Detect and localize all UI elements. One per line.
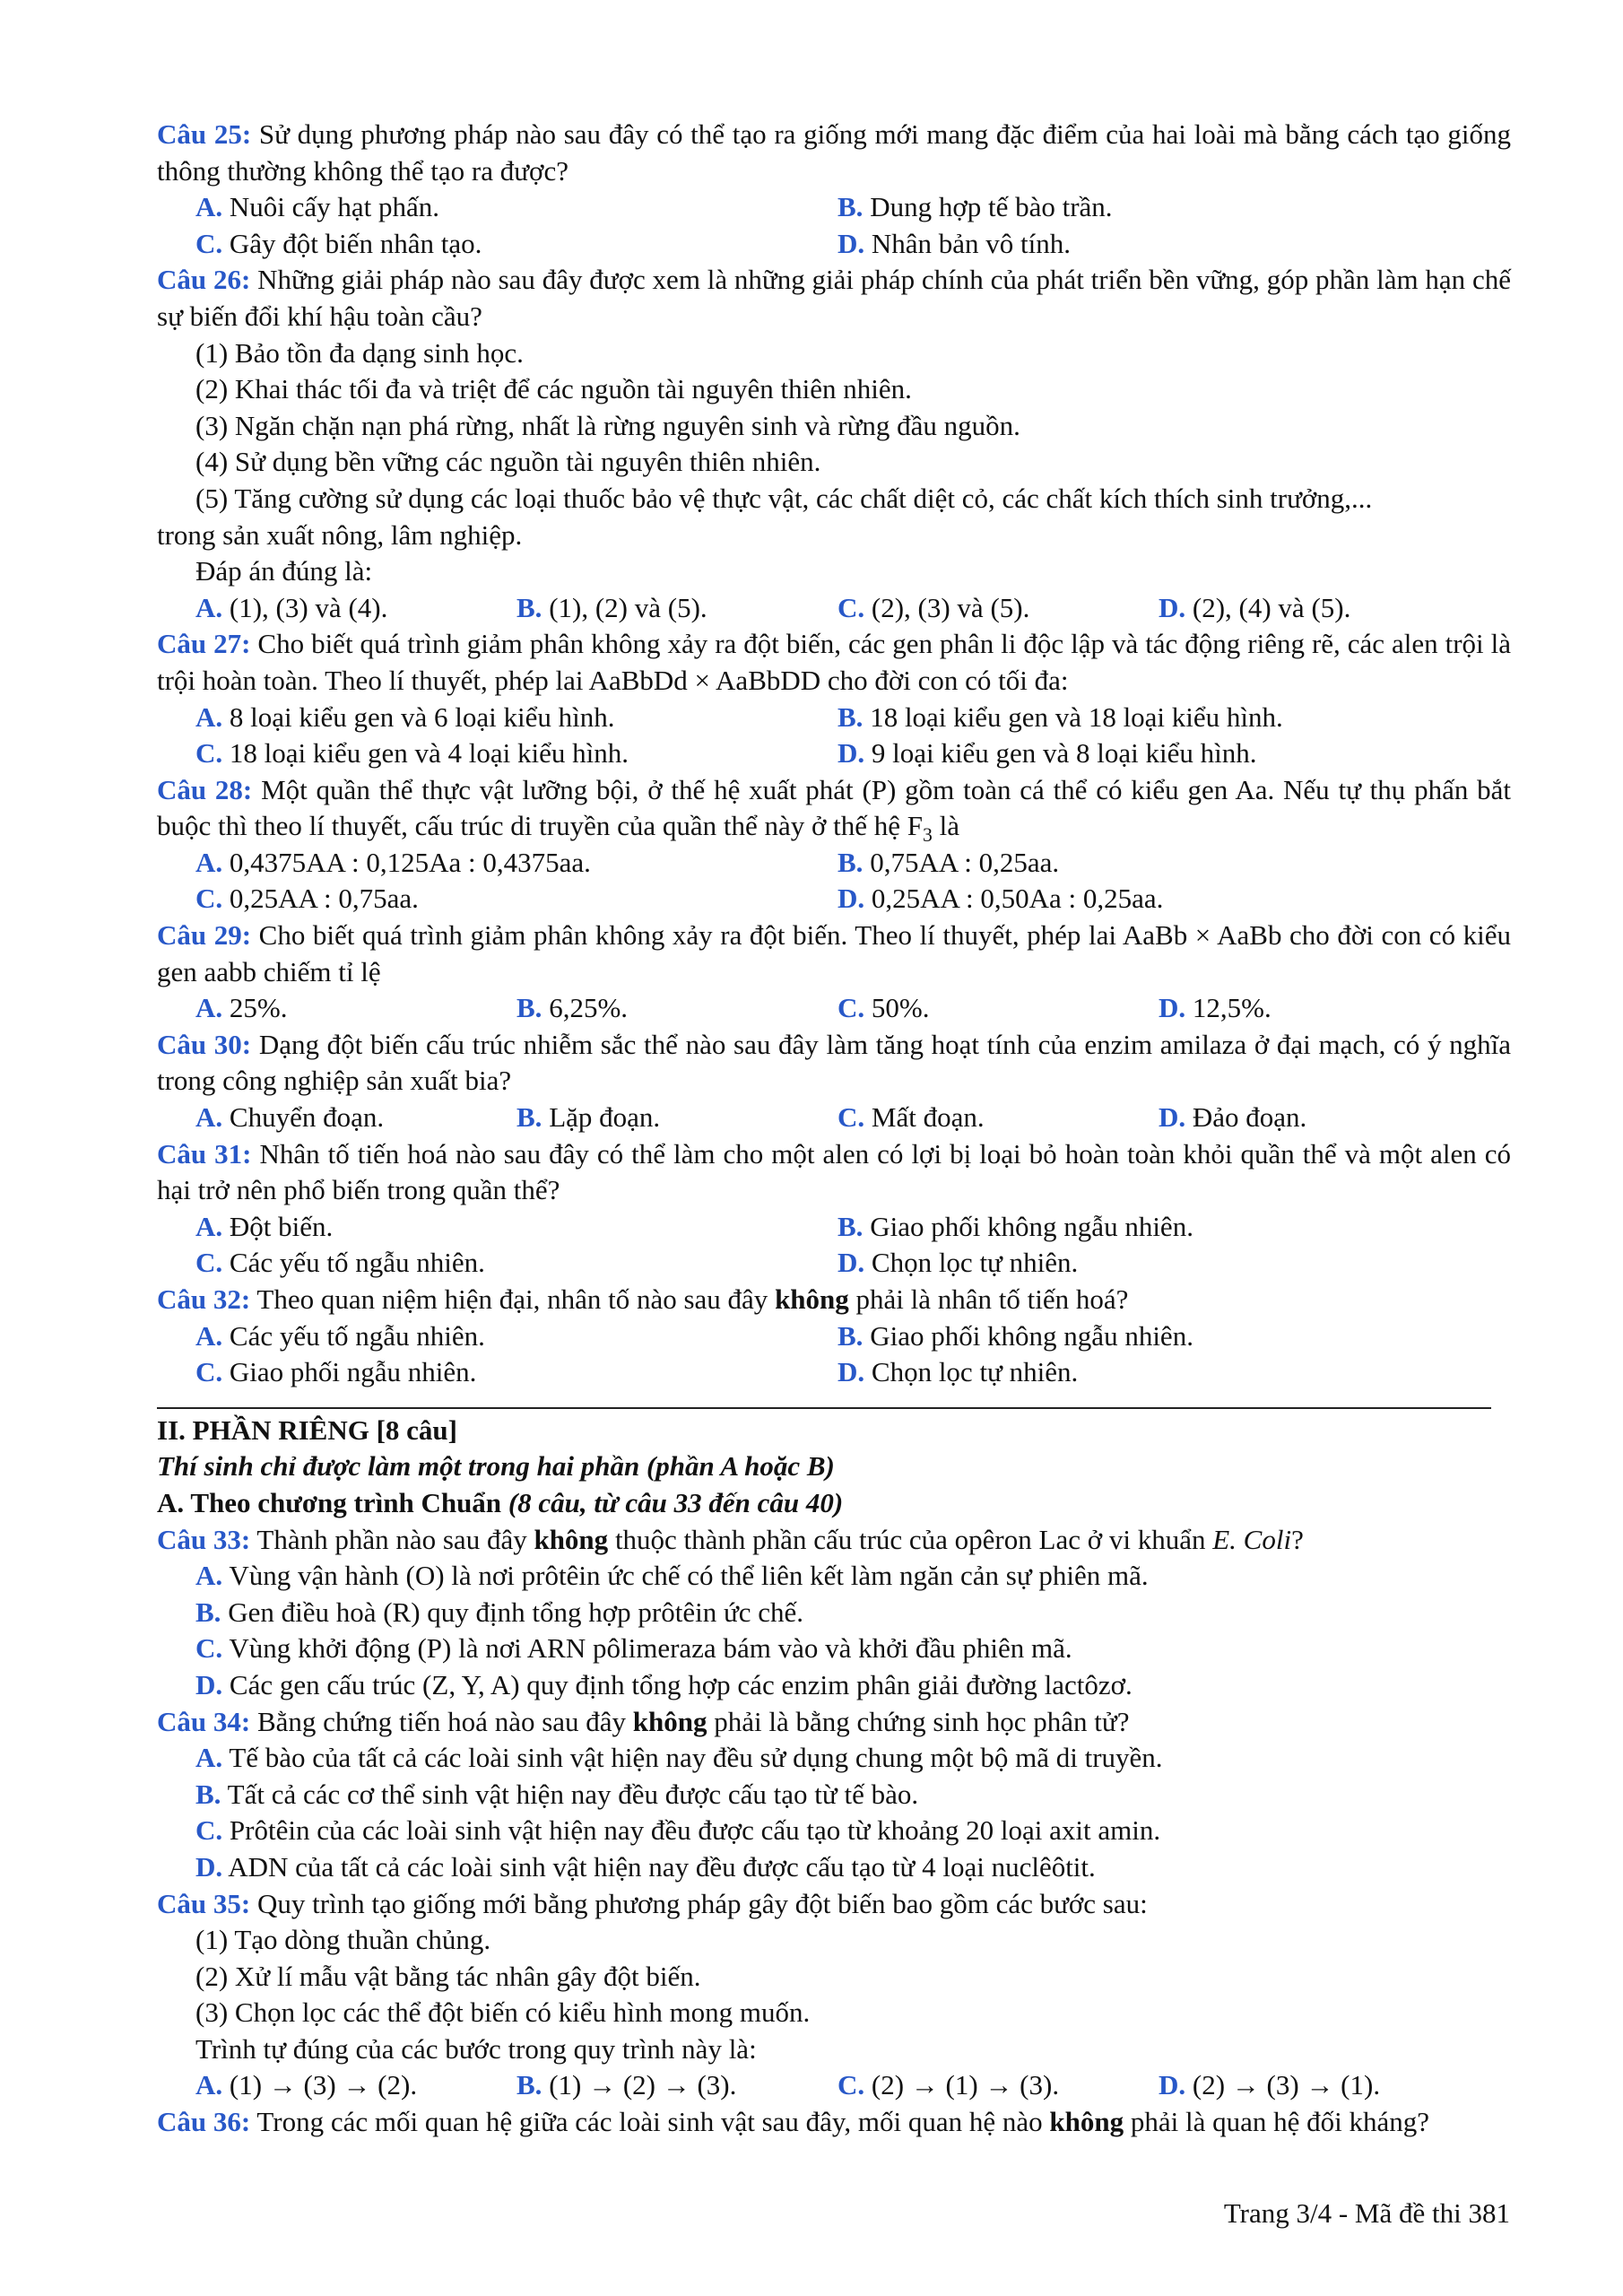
option-b xyxy=(838,1209,1480,1246)
question-text-end: là xyxy=(932,810,959,842)
question-text-end: ? xyxy=(1291,1523,1304,1555)
option-b xyxy=(157,1777,1511,1813)
option-a xyxy=(195,590,516,627)
option-label: C. xyxy=(838,591,865,623)
option-a xyxy=(157,1558,1511,1595)
option-label: C. xyxy=(838,2069,865,2101)
options-32 xyxy=(157,1318,1511,1391)
option-label: C. xyxy=(838,1101,865,1134)
option-label: D. xyxy=(838,1356,865,1388)
option-b xyxy=(838,1318,1480,1355)
option-label: D. xyxy=(1159,591,1186,623)
question-label: Câu 27: xyxy=(157,628,251,660)
options-35 xyxy=(157,2067,1511,2104)
question-34 xyxy=(157,1704,1511,1741)
page-footer: Trang 3/4 - Mã đề thi 381 xyxy=(1223,2197,1510,2229)
question-28 xyxy=(157,772,1511,845)
option-c xyxy=(195,1354,838,1391)
step-1: (1) Tạo dòng thuần chủng. xyxy=(195,1924,491,1956)
option-b xyxy=(516,990,838,1027)
option-text: 0,4375AA : 0,125Aa : 0,4375aa. xyxy=(229,846,591,878)
option-label: D. xyxy=(1159,992,1186,1024)
option-text: 12,5%. xyxy=(1192,992,1271,1024)
option-d xyxy=(1159,2067,1480,2104)
option-text: Chuyển đoạn. xyxy=(229,1101,385,1134)
option-text: Giao phối ngẫu nhiên. xyxy=(229,1356,477,1388)
answer-prompt: Đáp án đúng là: xyxy=(195,555,373,587)
option-label: D. xyxy=(1159,2069,1186,2101)
option-c xyxy=(157,1813,1511,1849)
option-label: A. xyxy=(195,1560,223,1592)
question-label: Câu 29: xyxy=(157,919,252,952)
option-label: D. xyxy=(838,883,865,915)
option-a xyxy=(195,700,838,736)
option-label: C. xyxy=(195,1247,223,1279)
question-text-mid: thuộc thành phần cấu trúc của opêron Lac ở vi khuẩn xyxy=(614,1523,1206,1555)
option-label: B. xyxy=(838,700,864,733)
options-30 xyxy=(157,1100,1511,1136)
option-text: (1), (2) và (5). xyxy=(549,591,707,623)
option-text: 0,25AA : 0,75aa. xyxy=(229,883,419,915)
emphasis-not: không xyxy=(534,1523,609,1555)
step-2: (2) Xử lí mẫu vật bằng tác nhân gây đột biến. xyxy=(195,1960,701,1992)
question-label: Câu 25: xyxy=(157,118,252,150)
option-c xyxy=(838,590,1159,627)
exam-content xyxy=(157,117,1511,2141)
option-d xyxy=(838,226,1480,263)
option-d xyxy=(838,1354,1480,1391)
option-label: A. xyxy=(195,992,223,1024)
option-b xyxy=(838,845,1480,882)
statement-1: (1) Bảo tồn đa dạng sinh học. xyxy=(195,336,524,369)
option-a xyxy=(195,1318,838,1355)
statement-5: (5) Tăng cường sử dụng các loại thuốc bảo vệ thực vật, các chất diệt cỏ, các chất kích thích sinh trưởng,... xyxy=(195,482,1373,514)
option-label: C. xyxy=(838,992,865,1024)
question-label: Câu 32: xyxy=(157,1283,251,1315)
option-b xyxy=(157,1595,1511,1631)
options-26 xyxy=(157,590,1511,627)
option-text: Chọn lọc tự nhiên. xyxy=(871,1247,1079,1279)
option-text: 9 loại kiểu gen và 8 loại kiểu hình. xyxy=(871,737,1257,770)
option-text: Nuôi cấy hạt phấn. xyxy=(229,191,440,223)
subscript: 3 xyxy=(923,824,933,847)
subsection-heading xyxy=(157,1485,1511,1522)
question-label: Câu 26: xyxy=(157,264,251,296)
option-c xyxy=(838,990,1159,1027)
option-a xyxy=(195,845,838,882)
option-text: Đột biến. xyxy=(229,1210,334,1242)
option-text: 18 loại kiểu gen và 18 loại kiểu hình. xyxy=(870,700,1283,733)
option-text: (1), (3) và (4). xyxy=(229,591,388,623)
question-label: Câu 30: xyxy=(157,1028,252,1060)
option-text: Lặp đoạn. xyxy=(549,1101,661,1134)
question-label: Câu 35: xyxy=(157,1887,251,1919)
question-text: Dạng đột biến cấu trúc nhiễm sắc thể nào sau đây làm tăng hoạt tính của enzim amilaza ở đại mạch, có ý nghĩa trong công nghiệp sản xuất bia? xyxy=(157,1028,1512,1097)
option-d xyxy=(157,1849,1511,1886)
question-text: Những giải pháp nào sau đây được xem là những giải pháp chính của phát triển bền vững, góp phần làm hạn chế sự biến đổi khí hậu toàn cầu? xyxy=(157,264,1512,332)
option-text: (2) → (3) → (1). xyxy=(1192,2069,1381,2101)
option-label: D. xyxy=(838,737,865,770)
option-text: Vùng vận hành (O) là nơi prôtêin ức chế có thể liên kết làm ngăn cản sự phiên mã. xyxy=(229,1560,1149,1592)
question-text: Theo quan niệm hiện đại, nhân tố nào sau đây xyxy=(256,1283,768,1315)
option-text: 25%. xyxy=(229,992,288,1024)
question-text: Cho biết quá trình giảm phân không xảy ra đột biến. Theo lí thuyết, phép lai AaBb × AaBb cho đời con có kiểu gen aabb chiếm tỉ lệ xyxy=(157,919,1512,987)
emphasis-not: không xyxy=(632,1705,707,1737)
option-label: A. xyxy=(195,191,223,223)
option-label: A. xyxy=(195,700,223,733)
option-a xyxy=(195,990,516,1027)
option-text: Mất đoạn. xyxy=(871,1101,985,1134)
option-text: Nhân bản vô tính. xyxy=(871,227,1072,259)
option-label: B. xyxy=(838,1319,864,1352)
option-d xyxy=(157,1667,1511,1704)
option-d xyxy=(1159,590,1480,627)
option-a xyxy=(195,2067,516,2104)
step-3: (3) Chọn lọc các thể đột biến có kiểu hình mong muốn. xyxy=(195,1996,811,2029)
option-text: Giao phối không ngẫu nhiên. xyxy=(870,1210,1193,1242)
question-label: Câu 31: xyxy=(157,1137,252,1170)
option-label: A. xyxy=(195,1319,223,1352)
option-c xyxy=(195,1245,838,1282)
section-instruction: Thí sinh chỉ được làm một trong hai phần (phần A hoặc B) xyxy=(157,1450,835,1483)
option-c xyxy=(838,2067,1159,2104)
option-label: B. xyxy=(516,591,542,623)
emphasis-not: không xyxy=(775,1283,849,1315)
option-text: (2), (4) và (5). xyxy=(1192,591,1351,623)
option-text: 0,25AA : 0,50Aa : 0,25aa. xyxy=(871,883,1164,915)
option-c xyxy=(838,1100,1159,1136)
option-a xyxy=(157,1740,1511,1777)
question-30 xyxy=(157,1027,1511,1100)
option-text: Đảo đoạn. xyxy=(1192,1101,1307,1134)
option-d xyxy=(838,1245,1480,1282)
options-29 xyxy=(157,990,1511,1027)
option-c xyxy=(195,735,838,772)
option-b xyxy=(838,189,1480,226)
option-label: D. xyxy=(838,227,865,259)
option-text: Prôtêin của các loài sinh vật hiện nay đều được cấu tạo từ khoảng 20 loại axit amin. xyxy=(229,1814,1161,1847)
option-a xyxy=(195,1100,516,1136)
order-prompt: Trình tự đúng của các bước trong quy trình này là: xyxy=(195,2032,757,2065)
option-label: A. xyxy=(195,1742,223,1774)
option-label: A. xyxy=(195,1210,223,1242)
option-text: (1) → (2) → (3). xyxy=(549,2069,737,2101)
option-text: Tất cả các cơ thể sinh vật hiện nay đều được cấu tạo từ tế bào. xyxy=(227,1778,919,1810)
option-text: (2), (3) và (5). xyxy=(871,591,1030,623)
option-b xyxy=(516,590,838,627)
option-d xyxy=(1159,1100,1480,1136)
option-text: (1) → (3) → (2). xyxy=(229,2069,418,2101)
option-text: ADN của tất cả các loài sinh vật hiện nay đều được cấu tạo từ 4 loại nuclêôtit. xyxy=(228,1850,1096,1883)
option-d xyxy=(838,735,1480,772)
option-label: A. xyxy=(195,591,223,623)
option-label: A. xyxy=(195,1101,223,1134)
question-label: Câu 36: xyxy=(157,2106,251,2138)
option-text: 50%. xyxy=(871,992,930,1024)
question-29 xyxy=(157,918,1511,990)
options-28 xyxy=(157,845,1511,918)
option-label: C. xyxy=(195,883,223,915)
option-text: Gen điều hoà (R) quy định tổng hợp prôtêin ức chế. xyxy=(228,1596,804,1628)
question-text: Thành phần nào sau đây xyxy=(256,1523,527,1555)
question-text-end: phải là bằng chứng sinh học phân tử? xyxy=(714,1705,1130,1737)
question-31 xyxy=(157,1136,1511,1209)
option-a xyxy=(195,1209,838,1246)
question-label: Câu 28: xyxy=(157,773,253,805)
question-text: Nhân tố tiến hoá nào sau đây có thể làm cho một alen có lợi bị loại bỏ hoàn toàn khỏi quần thể và một alen có hại trở nên phổ biến trong quần thể? xyxy=(157,1137,1512,1206)
question-text: Quy trình tạo giống mới bằng phương pháp gây đột biến bao gồm các bước sau: xyxy=(256,1887,1148,1919)
option-text: 18 loại kiểu gen và 4 loại kiểu hình. xyxy=(229,737,629,770)
option-label: A. xyxy=(195,846,223,878)
option-text: Gây đột biến nhân tạo. xyxy=(229,227,482,259)
option-c xyxy=(195,226,838,263)
subsection-title: A. Theo chương trình Chuẩn xyxy=(157,1486,502,1518)
statement-2: (2) Khai thác tối đa và triệt để các nguồn tài nguyên thiên nhiên. xyxy=(195,373,912,405)
option-label: B. xyxy=(516,2069,542,2101)
option-d xyxy=(838,881,1480,918)
statement-3: (3) Ngăn chặn nạn phá rừng, nhất là rừng nguyên sinh và rừng đầu nguồn. xyxy=(195,409,1020,441)
question-label: Câu 34: xyxy=(157,1705,251,1737)
option-text: Tế bào của tất cả các loài sinh vật hiện nay đều sử dụng chung một bộ mã di truyền. xyxy=(229,1742,1163,1774)
option-text: 0,75AA : 0,25aa. xyxy=(870,846,1060,878)
option-c xyxy=(157,1631,1511,1667)
option-label: B. xyxy=(516,1101,542,1134)
option-label: D. xyxy=(1159,1101,1186,1134)
option-label: C. xyxy=(195,1632,223,1665)
option-text: Dung hợp tế bào trần. xyxy=(870,191,1113,223)
option-text: Vùng khởi động (P) là nơi ARN pôlimeraza bám vào và khởi đầu phiên mã. xyxy=(229,1632,1072,1665)
question-35 xyxy=(157,1886,1511,1923)
option-label: D. xyxy=(195,1850,223,1883)
question-26 xyxy=(157,262,1511,335)
option-text: 6,25%. xyxy=(549,992,629,1024)
options-31 xyxy=(157,1209,1511,1282)
statement-4: (4) Sử dụng bền vững các nguồn tài nguyên thiên nhiên. xyxy=(195,446,821,478)
option-label: B. xyxy=(838,1210,864,1242)
emphasis-not: không xyxy=(1049,2106,1124,2138)
option-text: (2) → (1) → (3). xyxy=(871,2069,1060,2101)
section-heading: II. PHẦN RIÊNG [8 câu] xyxy=(157,1413,457,1446)
question-36 xyxy=(157,2104,1511,2141)
statement-5-cont: trong sản xuất nông, lâm nghiệp. xyxy=(157,518,523,551)
question-label: Câu 33: xyxy=(157,1523,251,1555)
option-text: Giao phối không ngẫu nhiên. xyxy=(870,1319,1193,1352)
option-b xyxy=(516,1100,838,1136)
question-text: Trong các mối quan hệ giữa các loài sinh vật sau đây, mối quan hệ nào xyxy=(256,2106,1043,2138)
options-25 xyxy=(157,189,1511,262)
option-text: Chọn lọc tự nhiên. xyxy=(871,1356,1079,1388)
question-27 xyxy=(157,626,1511,699)
option-label: C. xyxy=(195,227,223,259)
option-label: B. xyxy=(838,191,864,223)
option-c xyxy=(195,881,838,918)
option-label: C. xyxy=(195,1814,223,1847)
subsection-range: (8 câu, từ câu 33 đến câu 40) xyxy=(508,1486,844,1518)
question-text: Sử dụng phương pháp nào sau đây có thể tạo ra giống mới mang đặc điểm của hai loài mà bằng cách tạo giống thông thường không thể tạo ra được? xyxy=(157,118,1512,187)
option-label: D. xyxy=(195,1668,223,1700)
option-d xyxy=(1159,990,1480,1027)
question-25 xyxy=(157,117,1511,189)
question-text-end: phải là nhân tố tiến hoá? xyxy=(855,1283,1129,1315)
option-text: Các yếu tố ngẫu nhiên. xyxy=(229,1247,485,1279)
question-text-end: phải là quan hệ đối kháng? xyxy=(1130,2106,1430,2138)
option-text: 8 loại kiểu gen và 6 loại kiểu hình. xyxy=(229,700,615,733)
option-label: B. xyxy=(195,1778,221,1810)
option-label: B. xyxy=(838,846,864,878)
option-text: Các yếu tố ngẫu nhiên. xyxy=(229,1319,485,1352)
question-text: Cho biết quá trình giảm phân không xảy ra đột biến, các gen phân li độc lập và tác động riêng rẽ, các alen trội là trội hoàn toàn. Theo lí thuyết, phép lai AaBbDd × AaBbDD cho đời con có tối đa: xyxy=(157,628,1512,696)
question-33 xyxy=(157,1522,1511,1559)
option-b xyxy=(838,700,1480,736)
option-label: D. xyxy=(838,1247,865,1279)
option-text: Các gen cấu trúc (Z, Y, A) quy định tổng hợp các enzim phân giải đường lactôzơ. xyxy=(229,1668,1133,1700)
option-a xyxy=(195,189,838,226)
option-label: B. xyxy=(195,1596,221,1628)
option-label: B. xyxy=(516,992,542,1024)
option-b xyxy=(516,2067,838,2104)
options-27 xyxy=(157,700,1511,772)
section-divider xyxy=(157,1407,1491,1409)
question-text: Một quần thể thực vật lưỡng bội, ở thế hệ xuất phát (P) gồm toàn cá thể có kiểu gen Aa. Nếu tự thụ phấn bắt buộc thì theo lí thuyết, cấu trúc di truyền của quần thể này ở thế hệ F xyxy=(157,773,1512,842)
question-text: Bằng chứng tiến hoá nào sau đây xyxy=(256,1705,627,1737)
option-label: A. xyxy=(195,2069,223,2101)
species-name: E. Coli xyxy=(1212,1523,1292,1555)
option-label: C. xyxy=(195,1356,223,1388)
question-32 xyxy=(157,1282,1511,1318)
option-label: C. xyxy=(195,737,223,770)
